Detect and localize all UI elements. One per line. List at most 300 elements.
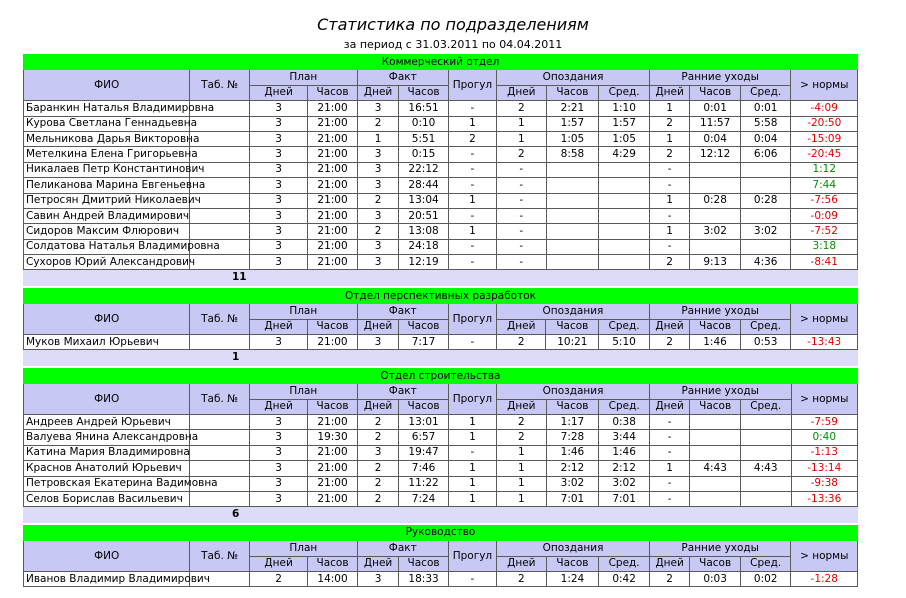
early-days: - (649, 445, 689, 460)
table-row (24, 208, 858, 223)
absent-days: - (448, 162, 496, 177)
department-table (23, 525, 858, 588)
late-days: - (497, 162, 546, 177)
late-days: - (497, 239, 546, 254)
employee-name: Валуева Янина Александровна (24, 430, 190, 445)
over-norm: -7:59 (791, 414, 858, 429)
over-norm: -0:09 (791, 208, 858, 223)
fact-days: 2 (357, 414, 399, 429)
header-over: > нормы (791, 70, 858, 101)
plan-days: 2 (249, 571, 307, 586)
late-hours: 7:01 (546, 491, 599, 506)
absent-days: 1 (448, 461, 496, 476)
fact-days: 3 (357, 335, 399, 350)
department-total: 6 (24, 507, 858, 522)
header-over: > нормы (791, 541, 858, 572)
fact-days: 3 (357, 162, 399, 177)
late-avg (599, 239, 650, 254)
department-total: 1 (24, 350, 858, 365)
plan-days: 3 (249, 224, 307, 239)
header-early: Ранние уходы (649, 384, 791, 399)
subheader-days: Дней (249, 319, 307, 334)
employee-name: Муков Михаил Юрьевич (24, 335, 190, 350)
plan-days: 3 (249, 255, 307, 270)
over-norm: 3:18 (791, 239, 858, 254)
late-avg: 3:44 (599, 430, 650, 445)
header-plan: План (249, 541, 357, 556)
plan-days: 3 (249, 414, 307, 429)
absent-days: 1 (448, 116, 496, 131)
late-avg (599, 178, 650, 193)
fact-days: 2 (357, 193, 399, 208)
subheader-days: Дней (357, 556, 399, 571)
employee-name: Сидоров Максим Флюрович (24, 224, 190, 239)
fact-days: 3 (357, 255, 399, 270)
early-days: 2 (649, 147, 689, 162)
plan-days: 3 (249, 239, 307, 254)
plan-hours: 19:30 (308, 430, 357, 445)
early-avg: 4:36 (740, 255, 791, 270)
fact-days: 3 (357, 445, 399, 460)
early-days: - (649, 239, 689, 254)
employee-name: Краснов Анатолий Юрьевич (24, 461, 190, 476)
early-avg (740, 208, 791, 223)
table-row (24, 178, 858, 193)
over-norm: -13:36 (791, 491, 858, 506)
plan-hours: 21:00 (308, 147, 357, 162)
subheader-avg: Сред. (740, 556, 791, 571)
subheader-hours: Часов (690, 399, 741, 414)
absent-days: - (448, 178, 496, 193)
early-days: 1 (649, 101, 689, 116)
header-fact: Факт (357, 541, 448, 556)
early-avg (740, 239, 791, 254)
header-absent: Прогул (448, 384, 496, 415)
over-norm: 7:44 (791, 178, 858, 193)
late-days: - (497, 193, 546, 208)
tab-number (190, 147, 250, 162)
plan-days: 3 (249, 461, 307, 476)
employee-name: Никалаев Петр Константинович (24, 162, 190, 177)
department-name: Коммерческий отдел (24, 55, 858, 70)
subheader-days: Дней (249, 556, 307, 571)
early-avg: 0:53 (740, 335, 791, 350)
over-norm: 1:12 (791, 162, 858, 177)
late-avg: 4:29 (599, 147, 650, 162)
late-hours (546, 178, 599, 193)
department-table (23, 368, 858, 525)
fact-hours: 6:57 (399, 430, 448, 445)
late-avg (599, 208, 650, 223)
plan-hours: 14:00 (308, 571, 357, 586)
subheader-avg: Сред. (740, 85, 791, 100)
early-days: 1 (649, 461, 689, 476)
fact-hours: 22:12 (399, 162, 448, 177)
department-table (23, 288, 858, 368)
department-total: 11 (24, 270, 858, 285)
late-hours (546, 208, 599, 223)
header-fact: Факт (357, 384, 448, 399)
plan-hours: 21:00 (308, 491, 357, 506)
early-hours (690, 239, 741, 254)
early-hours: 0:03 (690, 571, 741, 586)
tab-number (190, 208, 250, 223)
header-tab: Таб. № (190, 304, 250, 335)
subheader-days: Дней (497, 556, 546, 571)
employee-name: Катина Мария Владимировна (24, 445, 190, 460)
late-avg (599, 255, 650, 270)
subheader-hours: Часов (308, 85, 357, 100)
plan-hours: 21:00 (308, 193, 357, 208)
absent-days: 1 (448, 193, 496, 208)
late-days: 2 (497, 335, 546, 350)
late-hours: 1:17 (546, 414, 599, 429)
subheader-days: Дней (649, 399, 689, 414)
header-plan: План (249, 384, 357, 399)
table-row (24, 571, 858, 586)
report-period: за период с 31.03.2011 по 04.04.2011 (343, 38, 563, 51)
fact-days: 2 (357, 476, 399, 491)
fact-hours: 11:22 (399, 476, 448, 491)
late-avg: 7:01 (599, 491, 650, 506)
late-avg: 1:46 (599, 445, 650, 460)
tab-number (190, 461, 250, 476)
plan-hours: 21:00 (308, 476, 357, 491)
early-hours: 11:57 (690, 116, 741, 131)
early-days: - (649, 162, 689, 177)
over-norm: -7:56 (791, 193, 858, 208)
over-norm: -20:45 (791, 147, 858, 162)
late-hours: 3:02 (546, 476, 599, 491)
fact-hours: 20:51 (399, 208, 448, 223)
over-norm: -20:50 (791, 116, 858, 131)
fact-hours: 7:46 (399, 461, 448, 476)
absent-days: - (448, 335, 496, 350)
subheader-days: Дней (649, 319, 689, 334)
late-days: - (497, 255, 546, 270)
header-absent: Прогул (448, 304, 496, 335)
header-early: Ранние уходы (649, 541, 791, 556)
subheader-days: Дней (357, 319, 399, 334)
plan-days: 3 (249, 208, 307, 223)
tab-number (190, 491, 250, 506)
early-avg (740, 430, 791, 445)
table-row (24, 101, 858, 116)
header-early: Ранние уходы (649, 70, 791, 85)
table-row (24, 193, 858, 208)
fact-days: 1 (357, 131, 399, 146)
department-sections (23, 54, 858, 587)
early-avg: 5:58 (740, 116, 791, 131)
absent-days: - (448, 445, 496, 460)
late-days: 2 (497, 101, 546, 116)
department-table (23, 54, 858, 288)
absent-days: - (448, 147, 496, 162)
fact-hours: 28:44 (399, 178, 448, 193)
fact-hours: 12:19 (399, 255, 448, 270)
plan-days: 3 (249, 147, 307, 162)
over-norm: -8:41 (791, 255, 858, 270)
fact-days: 3 (357, 208, 399, 223)
subheader-hours: Часов (546, 319, 599, 334)
late-days: 1 (497, 476, 546, 491)
header-absent: Прогул (448, 541, 496, 572)
table-row (24, 335, 858, 350)
late-hours: 1:57 (546, 116, 599, 131)
fact-hours: 7:24 (399, 491, 448, 506)
early-avg: 6:06 (740, 147, 791, 162)
early-hours: 4:43 (690, 461, 741, 476)
late-hours (546, 239, 599, 254)
subheader-days: Дней (357, 399, 399, 414)
header-fio: ФИО (24, 541, 190, 572)
fact-days: 2 (357, 491, 399, 506)
early-avg (740, 445, 791, 460)
early-avg (740, 476, 791, 491)
early-days: 2 (649, 335, 689, 350)
header-over: > нормы (791, 384, 858, 415)
late-hours: 2:12 (546, 461, 599, 476)
employee-name: Солдатова Наталья Владимировна (24, 239, 190, 254)
department-name: Отдел строительства (24, 368, 858, 383)
subheader-days: Дней (357, 85, 399, 100)
early-days: 1 (649, 224, 689, 239)
plan-hours: 21:00 (308, 224, 357, 239)
subheader-avg: Сред. (599, 399, 650, 414)
late-hours (546, 224, 599, 239)
employee-name: Петровская Екатерина Вадимовна (24, 476, 190, 491)
plan-days: 3 (249, 162, 307, 177)
employee-name: Баранкин Наталья Владимировна (24, 101, 190, 116)
early-hours (690, 445, 741, 460)
plan-hours: 21:00 (308, 162, 357, 177)
early-hours: 9:13 (690, 255, 741, 270)
early-hours: 12:12 (690, 147, 741, 162)
over-norm: -7:52 (791, 224, 858, 239)
over-norm: -4:09 (791, 101, 858, 116)
late-hours: 1:24 (546, 571, 599, 586)
early-avg: 3:02 (740, 224, 791, 239)
early-hours (690, 430, 741, 445)
plan-hours: 21:00 (308, 116, 357, 131)
table-row (24, 445, 858, 460)
plan-hours: 21:00 (308, 101, 357, 116)
absent-days: - (448, 208, 496, 223)
early-avg (740, 414, 791, 429)
early-days: 1 (649, 193, 689, 208)
subheader-days: Дней (497, 319, 546, 334)
subheader-hours: Часов (690, 556, 741, 571)
late-days: - (497, 208, 546, 223)
subheader-hours: Часов (546, 399, 599, 414)
employee-name: Иванов Владимир Владимирович (24, 571, 190, 586)
absent-days: - (448, 239, 496, 254)
employee-name: Петросян Дмитрий Николаевич (24, 193, 190, 208)
subheader-days: Дней (249, 399, 307, 414)
table-row (24, 116, 858, 131)
late-hours: 1:05 (546, 131, 599, 146)
header-plan: План (249, 70, 357, 85)
employee-name: Андреев Андрей Юрьевич (24, 414, 190, 429)
plan-hours: 21:00 (308, 255, 357, 270)
late-days: 1 (497, 491, 546, 506)
subheader-avg: Сред. (740, 399, 791, 414)
plan-hours: 21:00 (308, 414, 357, 429)
tab-number (190, 116, 250, 131)
plan-days: 3 (249, 491, 307, 506)
fact-hours: 0:15 (399, 147, 448, 162)
over-norm: -9:38 (791, 476, 858, 491)
subheader-hours: Часов (399, 556, 448, 571)
fact-days: 2 (357, 224, 399, 239)
early-days: 1 (649, 131, 689, 146)
subheader-hours: Часов (399, 319, 448, 334)
department-name: Отдел перспективных разработок (24, 288, 858, 303)
absent-days: 1 (448, 430, 496, 445)
late-avg: 1:10 (599, 101, 650, 116)
late-hours: 10:21 (546, 335, 599, 350)
early-avg: 0:28 (740, 193, 791, 208)
early-days: - (649, 491, 689, 506)
header-late: Опоздания (497, 541, 650, 556)
late-avg (599, 193, 650, 208)
early-hours: 1:46 (690, 335, 741, 350)
header-fact: Факт (357, 304, 448, 319)
table-row (24, 239, 858, 254)
over-norm: -1:13 (791, 445, 858, 460)
late-days: 2 (497, 147, 546, 162)
fact-hours: 19:47 (399, 445, 448, 460)
late-avg: 3:02 (599, 476, 650, 491)
report-title: Статистика по подразделениям (317, 15, 589, 34)
late-avg: 2:12 (599, 461, 650, 476)
late-hours: 2:21 (546, 101, 599, 116)
subheader-avg: Сред. (599, 556, 650, 571)
late-hours: 1:46 (546, 445, 599, 460)
table-row (24, 491, 858, 506)
subheader-days: Дней (649, 556, 689, 571)
absent-days: 1 (448, 476, 496, 491)
fact-days: 3 (357, 147, 399, 162)
early-avg (740, 178, 791, 193)
subheader-avg: Сред. (599, 319, 650, 334)
plan-hours: 21:00 (308, 461, 357, 476)
table-row (24, 162, 858, 177)
late-hours: 7:28 (546, 430, 599, 445)
fact-days: 3 (357, 571, 399, 586)
early-hours (690, 178, 741, 193)
header-early: Ранние уходы (649, 304, 791, 319)
late-hours (546, 255, 599, 270)
plan-hours: 21:00 (308, 239, 357, 254)
subheader-hours: Часов (308, 556, 357, 571)
late-avg: 1:57 (599, 116, 650, 131)
subheader-days: Дней (649, 85, 689, 100)
plan-days: 3 (249, 178, 307, 193)
subheader-days: Дней (497, 399, 546, 414)
late-days: - (497, 224, 546, 239)
early-avg: 4:43 (740, 461, 791, 476)
late-hours (546, 193, 599, 208)
fact-days: 2 (357, 461, 399, 476)
fact-hours: 18:33 (399, 571, 448, 586)
plan-hours: 21:00 (308, 131, 357, 146)
plan-days: 3 (249, 335, 307, 350)
late-days: 2 (497, 571, 546, 586)
fact-hours: 13:01 (399, 414, 448, 429)
early-hours (690, 491, 741, 506)
early-avg (740, 162, 791, 177)
absent-days: - (448, 255, 496, 270)
header-fio: ФИО (24, 70, 190, 101)
early-days: - (649, 430, 689, 445)
table-row (24, 414, 858, 429)
early-days: - (649, 178, 689, 193)
tab-number (190, 430, 250, 445)
tab-number (190, 224, 250, 239)
employee-name: Пеликанова Марина Евгеньевна (24, 178, 190, 193)
header-tab: Таб. № (190, 384, 250, 415)
early-hours: 3:02 (690, 224, 741, 239)
header-late: Опоздания (497, 384, 650, 399)
fact-days: 3 (357, 178, 399, 193)
late-avg (599, 162, 650, 177)
subheader-hours: Часов (546, 85, 599, 100)
fact-hours: 13:08 (399, 224, 448, 239)
late-avg (599, 224, 650, 239)
late-days: 1 (497, 445, 546, 460)
fact-days: 3 (357, 239, 399, 254)
header-plan: План (249, 304, 357, 319)
late-days: 2 (497, 414, 546, 429)
fact-hours: 16:51 (399, 101, 448, 116)
employee-name: Курова Светлана Геннадьевна (24, 116, 190, 131)
early-hours (690, 414, 741, 429)
plan-days: 3 (249, 445, 307, 460)
over-norm: -1:28 (791, 571, 858, 586)
over-norm: -15:09 (791, 131, 858, 146)
subheader-hours: Часов (546, 556, 599, 571)
early-days: 2 (649, 571, 689, 586)
subheader-days: Дней (497, 85, 546, 100)
header-absent: Прогул (448, 70, 496, 101)
late-days: - (497, 178, 546, 193)
early-avg: 0:02 (740, 571, 791, 586)
fact-hours: 24:18 (399, 239, 448, 254)
fact-days: 2 (357, 430, 399, 445)
table-row (24, 430, 858, 445)
early-days: - (649, 476, 689, 491)
table-row (24, 131, 858, 146)
fact-days: 2 (357, 116, 399, 131)
early-avg: 0:04 (740, 131, 791, 146)
plan-hours: 21:00 (308, 445, 357, 460)
early-hours: 0:28 (690, 193, 741, 208)
over-norm: 0:40 (791, 430, 858, 445)
late-avg: 1:05 (599, 131, 650, 146)
header-fact: Факт (357, 70, 448, 85)
tab-number (190, 445, 250, 460)
plan-hours: 21:00 (308, 178, 357, 193)
late-hours (546, 162, 599, 177)
early-days: 2 (649, 255, 689, 270)
absent-days: 1 (448, 414, 496, 429)
fact-hours: 5:51 (399, 131, 448, 146)
plan-hours: 21:00 (308, 208, 357, 223)
header-over: > нормы (791, 304, 858, 335)
tab-number (190, 414, 250, 429)
header-tab: Таб. № (190, 70, 250, 101)
